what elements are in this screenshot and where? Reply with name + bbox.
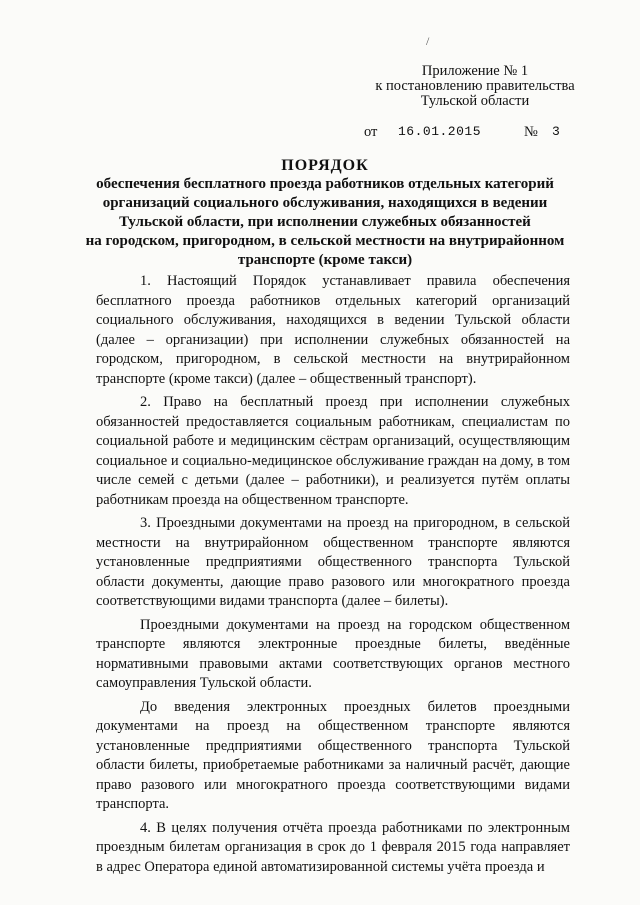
handwritten-mark: / xyxy=(426,34,430,48)
title-main: ПОРЯДОК xyxy=(281,157,369,174)
title-line: транспорте (кроме такси) xyxy=(237,252,413,268)
title-line: обеспечения бесплатного проезда работников отдельных категорий xyxy=(96,176,554,192)
paragraph-3a: Проездными документами на проезд на городском общественном транспорте являются электронные проездные билеты, введённые нормативными правовыми актами соответствующих органов местного самоуправления Тульской области. xyxy=(96,616,570,691)
paragraph-4: 4. В целях получения отчёта проезда работниками по электронным проездным билетам организация в срок до 1 февраля 2015 года направляет в адрес Оператора единой автоматизированной системы учёта проезда и xyxy=(96,819,570,875)
title-line: организаций социального обслуживания, находящихся в ведении xyxy=(102,195,548,211)
appendix-line: Тульской области xyxy=(420,93,530,109)
paragraph-3: 3. Проездными документами на проезд на пригородном, в сельской местности на внутрирайонном общественном транспорте являются установленные предприятиями общественного транспорта Тульской области документы, дающие право разового или многократного проезда соответствующими видами транспорта (далее – билеты). xyxy=(96,515,570,609)
title-line: на городском, пригородном, в сельской местности на внутрирайонном xyxy=(85,233,565,249)
document-title xyxy=(80,156,570,270)
title-line: Тульской области, при исполнении служебных обязанностей xyxy=(119,214,531,230)
number-sign: № xyxy=(524,124,538,140)
paragraph-3b: До введения электронных проездных билетов проездными документами на проезд на общественном транспорте являются установленные предприятиями общественного транспорта Тульской области билеты, приобретаемые работниками за наличный расчёт, дающие право разового или многократного проезда соответствующими видами транспорта. xyxy=(96,698,570,812)
document-body xyxy=(96,272,570,881)
date-prefix: от xyxy=(364,124,378,140)
appendix-block xyxy=(360,64,590,109)
decree-number: 3 xyxy=(552,124,560,139)
appendix-line: к постановлению правительства xyxy=(375,78,575,94)
paragraph-2: 2. Право на бесплатный проезд при исполнении служебных обязанностей предоставляется социальным работникам, специалистам по социальной работе и медицинским сёстрам организаций, осуществляющим социальное и социально-медицинское обслуживание граждан на дому, в том числе семей с детьми (далее – работники), и реализуется путём оплаты работникам проезда на общественном транспорте. xyxy=(96,394,570,508)
paragraph-1: 1. Настоящий Порядок устанавливает правила обеспечения бесплатного проезда работников отдельных категорий организаций социального обслуживания, находящихся в ведении Тульской области (далее – организации) при исполнении служебных обязанностей на городском, пригородном, в сельской местности на внутрирайонном транспорте (кроме такси) (далее – общественный транспорт). xyxy=(96,273,570,387)
appendix-title: Приложение № 1 xyxy=(421,63,529,79)
decree-date: 16.01.2015 xyxy=(398,124,482,139)
